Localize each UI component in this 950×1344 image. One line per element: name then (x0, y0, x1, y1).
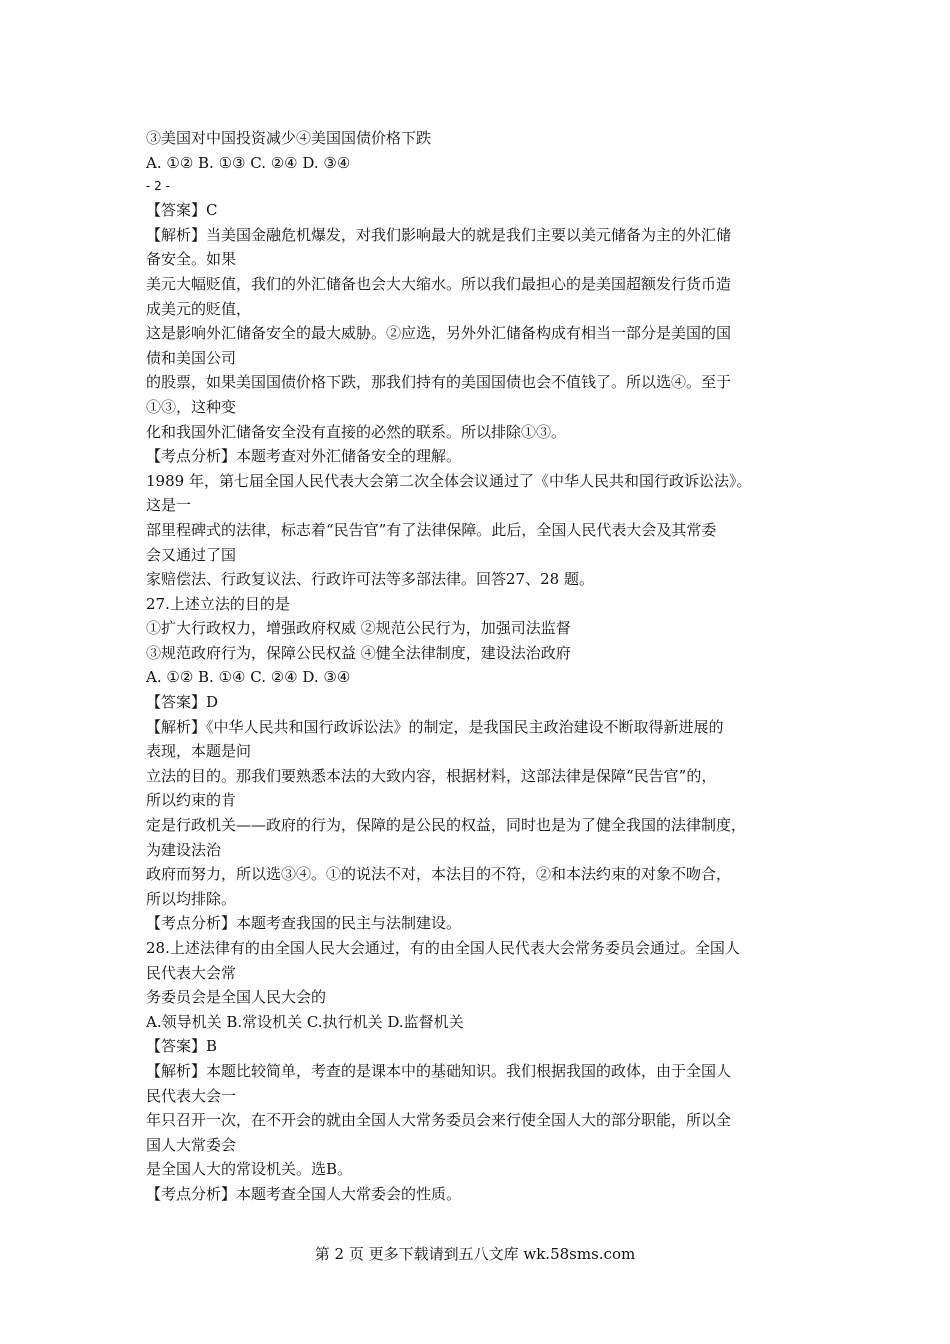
question-options-line: ③美国对中国投资减少④美国国债价格下跌 (146, 129, 432, 147)
analysis-text: 民代表大会一 (146, 1086, 237, 1105)
analysis-text: 【解析】《中华人民共和国行政诉讼法》的制定，是我国民主政治建设不断取得新进展的 (146, 717, 724, 736)
answer-label: 【答案】C (146, 201, 218, 220)
analysis-text: 年只召开一次，在不开会的就由全国人大常务委员会来行使全国人大的部分职能，所以全 (146, 1111, 732, 1130)
analysis-text: 的股票，如果美国国债价格下跌，那我们持有的美国国债也会不值钱了。所以选④。至于 (146, 373, 732, 392)
analysis-text: 备安全。如果 (146, 250, 237, 269)
material-text: 1989 年，第七届全国人民代表大会第二次全体会议通过了《中华人民共和国行政诉讼法》。 (146, 471, 752, 490)
key-point-analysis: 【考点分析】本题考查我国的民主与法制建设。 (146, 914, 462, 933)
analysis-text: ①③，这种变 (146, 397, 237, 416)
analysis-text: 为建设法治 (146, 840, 222, 859)
analysis-text: 【解析】当美国金融危机爆发，对我们影响最大的就是我们主要以美元储备为主的外汇储 (146, 225, 732, 244)
analysis-text: 这是影响外汇储备安全的最大威胁。②应选，另外外汇储备构成有相当一部分是美国的国 (146, 324, 732, 343)
material-text: 家赔偿法、行政复议法、行政许可法等多部法律。回答27、28 题。 (146, 570, 594, 589)
analysis-text: 政府而努力，所以选③④。①的说法不对，本法目的不符，②和本法约束的对象不吻合， (146, 865, 732, 884)
question-28: 民代表大会常 (146, 963, 237, 982)
question-28: 28.上述法律有的由全国人民大会通过，有的由全国人民代表大会常务委员会通过。全国人 (146, 939, 740, 957)
page-marker: - 2 - (146, 179, 170, 194)
key-point-analysis: 【考点分析】本题考查对外汇储备安全的理解。 (146, 447, 462, 466)
question-28: 务委员会是全国人民大会的 (146, 988, 327, 1007)
answer-label: 【答案】D (146, 693, 219, 712)
question-27: 27.上述立法的目的是 (146, 594, 290, 613)
analysis-text: 化和我国外汇储备安全没有直接的必然的联系。所以排除①③。 (146, 422, 567, 441)
answer-choices: A.领导机关 B.常设机关 C.执行机关 D.监督机关 (146, 1012, 464, 1031)
analysis-text: 所以均排除。 (146, 889, 237, 908)
question-options-line: ①扩大行政权力，增强政府权威 ②规范公民行为，加强司法监督 (146, 619, 571, 638)
analysis-text: 定是行政机关——政府的行为，保障的是公民的权益，同时也是为了健全我国的法律制度， (146, 816, 747, 835)
analysis-text: 国人大常委会 (146, 1135, 237, 1154)
analysis-text: 所以约束的肯 (146, 791, 237, 810)
document-body (146, 126, 826, 1207)
answer-label: 【答案】B (146, 1037, 218, 1056)
answer-choices: A. ①② B. ①④ C. ②④ D. ③④ (146, 668, 351, 687)
material-text: 这是一 (146, 496, 192, 515)
answer-choices: A. ①② B. ①③ C. ②④ D. ③④ (146, 153, 351, 172)
analysis-text: 立法的目的。那我们要熟悉本法的大致内容，根据材料，这部法律是保障“民告官”的， (146, 766, 717, 785)
analysis-text: 是全国人大的常设机关。选B。 (146, 1160, 353, 1179)
analysis-text: 【解析】本题比较简单，考查的是课本中的基础知识。我们根据我国的政体，由于全国人 (146, 1061, 732, 1080)
material-text: 部里程碑式的法律，标志着“民告官”有了法律保障。此后，全国人民代表大会及其常委 (146, 520, 717, 539)
page-footer: 第 2 页 更多下载请到五八文库 wk.58sms.com (314, 1245, 636, 1263)
analysis-text: 成美元的贬值， (146, 299, 252, 318)
key-point-analysis: 【考点分析】本题考查全国人大常委会的性质。 (146, 1184, 462, 1203)
question-options-line: ③规范政府行为，保障公民权益 ④健全法律制度，建设法治政府 (146, 643, 571, 662)
material-text: 会又通过了国 (146, 545, 237, 564)
analysis-text: 美元大幅贬值，我们的外汇储备也会大大缩水。所以我们最担心的是美国超额发行货币造 (146, 274, 732, 293)
analysis-text: 表现，本题是问 (146, 742, 252, 761)
analysis-text: 债和美国公司 (146, 348, 237, 367)
